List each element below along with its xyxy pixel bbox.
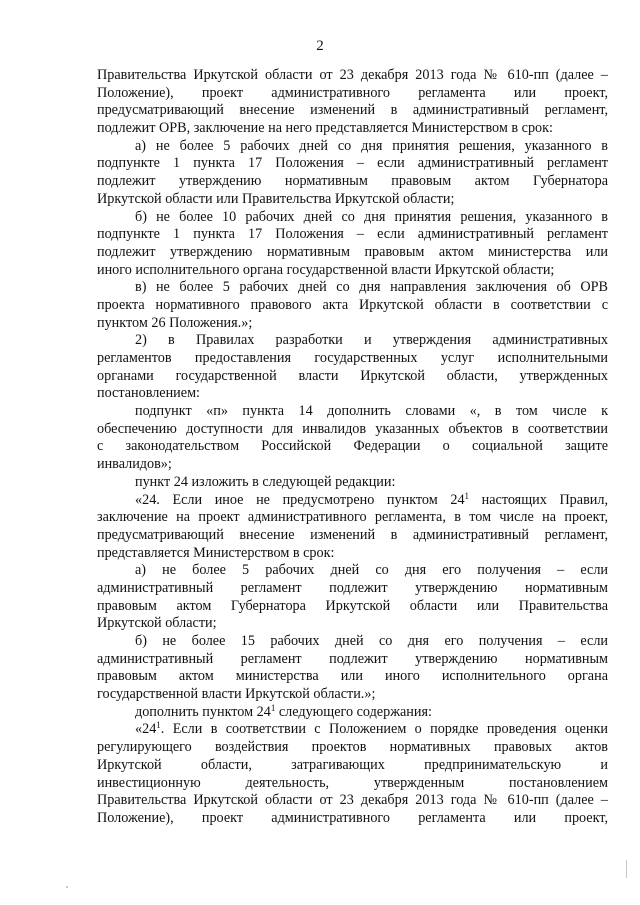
text-line-content: Иркутской области, затрагивающих предпринимательскую и — [97, 756, 608, 773]
text-line — [97, 350, 608, 368]
text-line-content: подлежит утверждению нормативным правовым актом министерства или — [97, 243, 608, 260]
text-line-content: административный регламент подлежит утверждению нормативным — [97, 579, 608, 596]
text-line-content: регулирующего воздействия проектов нормативных правовых актов — [97, 739, 608, 756]
text-line — [97, 421, 608, 439]
text-line — [97, 492, 608, 510]
text-line-continuation: настоящих Правил, — [469, 491, 608, 508]
text-line-content: обеспечению доступности для инвалидов указанных объектов в соответствии — [97, 420, 608, 437]
text-line-content: Иркутской области или Правительства Иркутской области; — [97, 190, 455, 207]
text-line-content: органами государственной власти Иркутской области, утвержденных — [97, 367, 608, 384]
text-line-content: Положение), проект административного регламента или проект, — [97, 809, 608, 826]
text-line-content: государственной власти Иркутской области.»; — [97, 686, 376, 703]
text-line — [97, 474, 608, 492]
text-line-content: подлежит ОРВ, заключение на него представляется Министерством в срок: — [97, 120, 553, 137]
text-line — [97, 226, 608, 244]
text-line — [97, 403, 608, 421]
text-line — [97, 456, 608, 474]
text-line — [97, 385, 608, 403]
text-line — [97, 368, 608, 386]
text-line — [97, 775, 608, 793]
document-body — [97, 67, 608, 828]
text-line-content: Иркутской области; — [97, 615, 217, 632]
text-line-content: подлежит утверждению нормативным правовым актом Губернатора — [97, 173, 608, 190]
text-line — [97, 209, 608, 227]
text-line — [97, 155, 608, 173]
text-line-content: предусматривающий внесение изменений в административный регламент, — [97, 526, 608, 543]
text-line-content: проекта нормативного правового акта Иркутской области в соответствии с — [97, 296, 608, 313]
text-line — [97, 615, 608, 633]
superscript: 1 — [464, 491, 470, 501]
text-line-content: пункт 24 изложить в следующей редакции: — [135, 473, 396, 490]
text-line-content: инвалидов»; — [97, 456, 172, 473]
text-line — [97, 120, 608, 138]
text-line-content: «24. Если иное не предусмотрено пунктом 24 — [135, 491, 465, 508]
text-line-content: постановлением: — [97, 385, 200, 402]
text-line-content: Положение), проект административного регламента или проект, — [97, 84, 608, 101]
text-line — [97, 332, 608, 350]
text-line — [97, 562, 608, 580]
text-line-content: пунктом 26 Положения.»; — [97, 314, 253, 331]
text-line — [97, 438, 608, 456]
text-line — [97, 509, 608, 527]
text-line — [97, 810, 608, 828]
text-line — [97, 721, 608, 739]
text-line-content: правовым актом Губернатора Иркутской области или Правительства — [97, 597, 608, 614]
text-line-content: а) не более 5 рабочих дней со дня его получения – если — [135, 562, 608, 579]
text-line-content: а) не более 5 рабочих дней со дня принятия решения, указанного в — [135, 137, 608, 154]
text-line-content: подпункте 1 пункта 17 Положения – если административный регламент — [97, 226, 608, 243]
text-line — [97, 792, 608, 810]
text-line-content: иного исполнительного органа государственной власти Иркутской области; — [97, 261, 555, 278]
text-line — [97, 686, 608, 704]
text-line-content: инвестиционную деятельность, утвержденным постановлением — [97, 774, 608, 791]
text-line-content: Правительства Иркутской области от 23 декабря 2013 года № 610-пп (далее – — [97, 792, 608, 809]
page-number: 2 — [316, 38, 324, 54]
text-line-content: «24 — [135, 721, 157, 738]
text-line-content: 2) в Правилах разработки и утверждения административных — [135, 332, 608, 349]
text-line — [97, 67, 608, 85]
text-line-content: регламентов предоставления государственных услуг исполнительными — [97, 350, 608, 366]
text-line-content: заключение на проект административного регламента, в том числе на проект, — [97, 509, 608, 526]
text-line — [97, 598, 608, 616]
text-line — [97, 262, 608, 280]
text-line-content: с законодательством Российской Федерации о социальной защите — [97, 438, 608, 455]
text-line — [97, 633, 608, 651]
text-line — [97, 315, 608, 333]
text-line — [97, 85, 608, 103]
text-line — [97, 102, 608, 120]
text-line-content: в) не более 5 рабочих дней со дня направления заключения об ОРВ — [135, 279, 608, 296]
text-line — [97, 545, 608, 563]
superscript: 1 — [156, 721, 161, 731]
text-line — [97, 173, 608, 191]
superscript: 1 — [270, 703, 276, 713]
scan-mark-bottom — [66, 886, 68, 888]
text-line-content: представляется Министерством в срок: — [97, 544, 335, 561]
text-line — [97, 138, 608, 156]
text-line — [97, 580, 608, 598]
text-line-content: б) не более 10 рабочих дней со дня принятия решения, указанного в — [135, 208, 608, 225]
text-line — [97, 244, 608, 262]
text-line-continuation: следующего содержания: — [275, 703, 432, 720]
text-line-content: подпункте 1 пункта 17 Положения – если административный регламент — [97, 155, 608, 172]
text-line-content: административный регламент подлежит утверждению нормативным — [97, 650, 608, 667]
text-line — [97, 668, 608, 686]
text-line-content: дополнить пунктом 24 — [135, 703, 271, 720]
text-line-continuation: . Если в соответствии с Положением о порядке проведения оценки — [160, 721, 608, 738]
text-line-content: правовым актом министерства или иного исполнительного органа — [97, 668, 608, 685]
scan-mark-right — [626, 860, 627, 878]
text-line — [97, 704, 608, 722]
text-line — [97, 279, 608, 297]
text-line — [97, 527, 608, 545]
text-line-content: подпункт «п» пункта 14 дополнить словами «, в том числе к — [135, 403, 608, 420]
text-line-content: б) не более 15 рабочих дней со дня его получения – если — [135, 633, 608, 649]
text-line — [97, 651, 608, 669]
text-line — [97, 191, 608, 209]
text-line-content: Правительства Иркутской области от 23 декабря 2013 года № 610-пп (далее – — [97, 67, 608, 83]
text-line — [97, 757, 608, 775]
text-line-content: предусматривающий внесение изменений в административный регламент, — [97, 102, 608, 119]
text-line — [97, 739, 608, 757]
text-line — [97, 297, 608, 315]
